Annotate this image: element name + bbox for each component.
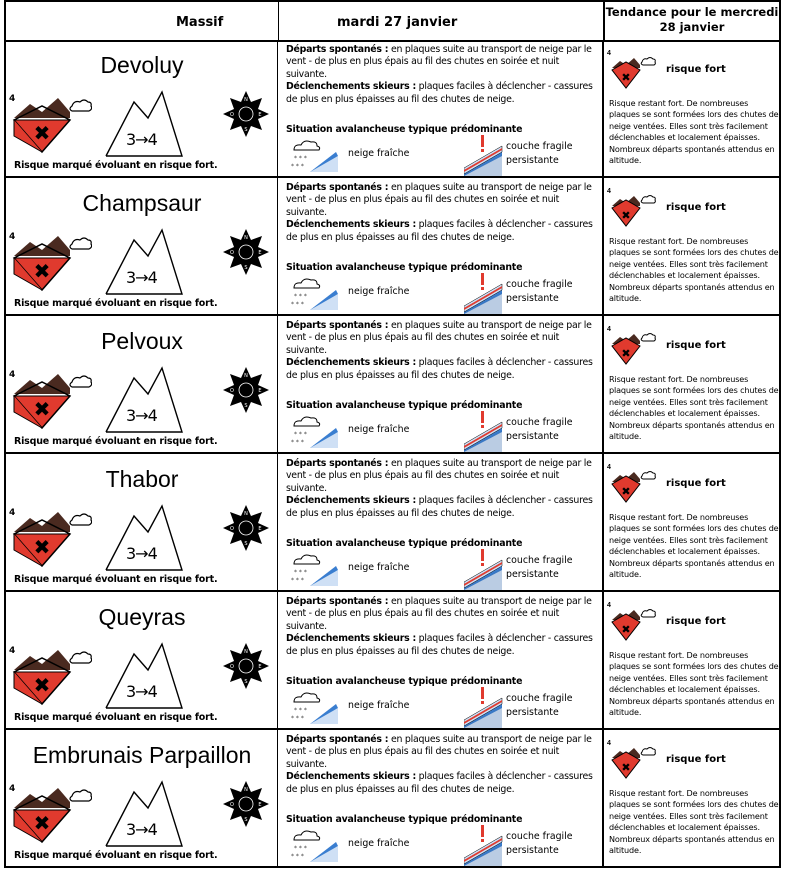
svg-text:✖: ✖ <box>33 673 51 697</box>
new-snow-label: neige fraîche <box>348 562 410 573</box>
weak-layer-label: couche fragile persistante <box>506 279 573 304</box>
altitude-risk-evolution: 3→4 <box>126 406 157 425</box>
trend-cell <box>602 454 779 590</box>
forecast-description <box>286 182 602 244</box>
skier-trigger-label: Déclenchements skieurs : <box>286 81 416 93</box>
svg-text:E: E <box>258 112 262 118</box>
bulletin-table <box>4 0 781 868</box>
forecast-description <box>286 596 602 658</box>
svg-text:* * *: * * * <box>291 853 304 860</box>
skier-trigger-label: Déclenchements skieurs : <box>286 771 416 783</box>
massif-cell <box>6 730 278 866</box>
forecast-cell <box>278 592 602 728</box>
trend-danger-icon <box>610 608 664 642</box>
weak-layer-label: couche fragile persistante <box>506 693 573 718</box>
skier-trigger-label: Déclenchements skieurs : <box>286 219 416 231</box>
svg-text:N: N <box>244 97 248 103</box>
exposure-rose-icon <box>222 504 270 552</box>
weak-layer-icon <box>464 824 504 866</box>
trend-risk-label: risque fort <box>666 64 726 75</box>
new-snow-label: neige fraîche <box>348 424 410 435</box>
skier-trigger-label: Déclenchements skieurs : <box>286 633 416 645</box>
massif-row <box>6 454 779 592</box>
weak-layer-icon <box>464 548 504 590</box>
svg-text:* * *: * * * <box>294 293 307 300</box>
massif-cell <box>6 178 278 314</box>
svg-text:S: S <box>244 403 248 409</box>
spontaneous-label: Départs spontanés : <box>286 44 389 55</box>
svg-text:✖: ✖ <box>33 121 51 145</box>
svg-text:N: N <box>244 649 248 655</box>
weak-layer-icon <box>464 272 504 314</box>
risk-rank-label: 4 <box>9 232 16 242</box>
svg-text:N: N <box>244 511 248 517</box>
skier-trigger-label: Déclenchements skieurs : <box>286 357 416 369</box>
svg-text:✖: ✖ <box>621 71 631 84</box>
altitude-risk-evolution: 3→4 <box>126 130 157 149</box>
new-snow-label: neige fraîche <box>348 838 410 849</box>
exposure-rose-icon <box>222 90 270 138</box>
risk-rank-label: 4 <box>9 94 16 104</box>
new-snow-icon <box>288 828 340 862</box>
svg-text:E: E <box>258 802 262 808</box>
skier-trigger-label: Déclenchements skieurs : <box>286 495 416 507</box>
forecast-description <box>286 44 602 106</box>
trend-description: Risque restant fort. De nombreuses plaques se sont formées lors des chutes de neige ventées. Elles sont très facilement déclenchables et localement épaisses. Nombreux départs spontanés attendus en altitude. <box>609 98 779 166</box>
new-snow-icon <box>288 414 340 448</box>
forecast-cell <box>278 454 602 590</box>
trend-risk-label: risque fort <box>666 616 726 627</box>
table-header <box>6 2 779 42</box>
svg-text:✖: ✖ <box>33 811 51 835</box>
spontaneous-label: Départs spontanés : <box>286 458 389 469</box>
trend-description: Risque restant fort. De nombreuses plaques se sont formées lors des chutes de neige ventées. Elles sont très facilement déclenchables et localement épaisses. Nombreux départs spontanés attendus en altitude. <box>609 374 779 442</box>
weak-layer-icon <box>464 134 504 176</box>
svg-text:* * *: * * * <box>291 301 304 308</box>
spontaneous-text: en plaques suite au transport de neige par le vent - de plus en plus épais au fil des chutes en soirée et nuit suivante. <box>286 596 592 632</box>
massif-name: Embrunais Parpaillon <box>32 742 252 768</box>
trend-cell <box>602 40 779 176</box>
massif-name: Devoluy <box>100 52 184 78</box>
trend-rank-label: 4 <box>607 326 611 333</box>
spontaneous-text: en plaques suite au transport de neige par le vent - de plus en plus épais au fil des chutes en soirée et nuit suivante. <box>286 734 592 770</box>
risk-summary: Risque marqué évoluant en risque fort. <box>14 160 218 171</box>
trend-risk-label: risque fort <box>666 478 726 489</box>
svg-text:E: E <box>258 526 262 532</box>
situation-title: Situation avalancheuse typique prédominante <box>286 538 523 549</box>
massif-name: Pelvoux <box>101 328 183 354</box>
header-massif-cell <box>6 2 276 40</box>
svg-text:* * *: * * * <box>291 577 304 584</box>
svg-text:* * *: * * * <box>294 569 307 576</box>
altitude-risk-evolution: 3→4 <box>126 268 157 287</box>
trend-description: Risque restant fort. De nombreuses plaques se sont formées lors des chutes de neige ventées. Elles sont très facilement déclenchables et localement épaisses. Nombreux départs spontanés attendus en altitude. <box>609 788 779 856</box>
trend-rank-label: 4 <box>607 188 611 195</box>
svg-text:O: O <box>230 526 234 532</box>
forecast-cell <box>278 40 602 176</box>
spontaneous-label: Départs spontanés : <box>286 596 389 607</box>
trend-description: Risque restant fort. De nombreuses plaques se sont formées lors des chutes de neige ventées. Elles sont très facilement déclenchables et localement épaisses. Nombreux départs spontanés attendus en altitude. <box>609 512 779 580</box>
svg-text:N: N <box>244 235 248 241</box>
svg-text:✖: ✖ <box>621 623 631 636</box>
forecast-cell <box>278 178 602 314</box>
svg-text:* * *: * * * <box>291 439 304 446</box>
trend-rank-label: 4 <box>607 740 611 747</box>
weak-layer-label: couche fragile persistante <box>506 417 573 442</box>
danger-level-icon <box>12 510 92 570</box>
situation-title: Situation avalancheuse typique prédominante <box>286 124 523 135</box>
risk-rank-label: 4 <box>9 370 16 380</box>
trend-cell <box>602 316 779 452</box>
svg-text:S: S <box>244 265 248 271</box>
spontaneous-text: en plaques suite au transport de neige par le vent - de plus en plus épais au fil des chutes en soirée et nuit suivante. <box>286 44 592 80</box>
svg-text:O: O <box>230 388 234 394</box>
weak-layer-icon <box>464 686 504 728</box>
forecast-description <box>286 734 602 796</box>
trend-risk-label: risque fort <box>666 340 726 351</box>
risk-summary: Risque marqué évoluant en risque fort. <box>14 298 218 309</box>
trend-description: Risque restant fort. De nombreuses plaques se sont formées lors des chutes de neige ventées. Elles sont très facilement déclenchables et localement épaisses. Nombreux départs spontanés attendus en altitude. <box>609 650 779 718</box>
massif-row <box>6 730 779 866</box>
risk-summary: Risque marqué évoluant en risque fort. <box>14 574 218 585</box>
svg-text:✖: ✖ <box>33 535 51 559</box>
massif-name: Queyras <box>98 604 186 630</box>
trend-rank-label: 4 <box>607 602 611 609</box>
spontaneous-text: en plaques suite au transport de neige par le vent - de plus en plus épais au fil des chutes en soirée et nuit suivante. <box>286 182 592 218</box>
massif-row <box>6 316 779 454</box>
svg-text:O: O <box>230 250 234 256</box>
svg-text:O: O <box>230 664 234 670</box>
altitude-risk-evolution: 3→4 <box>126 820 157 839</box>
weak-layer-label: couche fragile persistante <box>506 141 573 166</box>
danger-level-icon <box>12 648 92 708</box>
svg-text:* * *: * * * <box>294 431 307 438</box>
massif-row <box>6 592 779 730</box>
new-snow-icon <box>288 276 340 310</box>
massif-row <box>6 40 779 178</box>
svg-text:✖: ✖ <box>621 209 631 222</box>
svg-text:* * *: * * * <box>294 155 307 162</box>
svg-text:N: N <box>244 373 248 379</box>
trend-risk-label: risque fort <box>666 754 726 765</box>
svg-text:E: E <box>258 388 262 394</box>
trend-danger-icon <box>610 194 664 228</box>
danger-level-icon <box>12 96 92 156</box>
risk-summary: Risque marqué évoluant en risque fort. <box>14 850 218 861</box>
trend-danger-icon <box>610 746 664 780</box>
svg-text:* * *: * * * <box>291 715 304 722</box>
spontaneous-text: en plaques suite au transport de neige par le vent - de plus en plus épais au fil des chutes en soirée et nuit suivante. <box>286 320 592 356</box>
danger-level-icon <box>12 372 92 432</box>
massif-cell <box>6 316 278 452</box>
massif-cell <box>6 40 278 176</box>
risk-rank-label: 4 <box>9 784 16 794</box>
svg-text:S: S <box>244 541 248 547</box>
situation-title: Situation avalancheuse typique prédominante <box>286 400 523 411</box>
forecast-description <box>286 458 602 520</box>
massif-cell <box>6 454 278 590</box>
trend-cell <box>602 178 779 314</box>
svg-text:✖: ✖ <box>33 259 51 283</box>
altitude-risk-evolution: 3→4 <box>126 682 157 701</box>
new-snow-icon <box>288 552 340 586</box>
skier-trigger-text: plaques faciles à déclencher - cassures de plus en plus épaisses au fil des chutes de neige. <box>286 495 593 519</box>
svg-text:O: O <box>230 112 234 118</box>
trend-cell <box>602 592 779 728</box>
massif-name: Champsaur <box>82 190 202 216</box>
risk-rank-label: 4 <box>9 646 16 656</box>
situation-title: Situation avalancheuse typique prédominante <box>286 814 523 825</box>
svg-text:S: S <box>244 679 248 685</box>
situation-title: Situation avalancheuse typique prédominante <box>286 262 523 273</box>
svg-text:E: E <box>258 250 262 256</box>
trend-description: Risque restant fort. De nombreuses plaques se sont formées lors des chutes de neige ventées. Elles sont très facilement déclenchables et localement épaisses. Nombreux départs spontanés attendus en altitude. <box>609 236 779 304</box>
svg-text:* * *: * * * <box>294 845 307 852</box>
danger-level-icon <box>12 786 92 846</box>
exposure-rose-icon <box>222 366 270 414</box>
new-snow-label: neige fraîche <box>348 700 410 711</box>
trend-danger-icon <box>610 56 664 90</box>
header-massif-label: Massif <box>176 15 224 30</box>
svg-text:✖: ✖ <box>621 347 631 360</box>
header-date-label: mardi 27 janvier <box>337 15 458 30</box>
massif-name: Thabor <box>105 466 179 492</box>
exposure-rose-icon <box>222 780 270 828</box>
trend-rank-label: 4 <box>607 464 611 471</box>
trend-danger-icon <box>610 332 664 366</box>
danger-level-icon <box>12 234 92 294</box>
risk-summary: Risque marqué évoluant en risque fort. <box>14 712 218 723</box>
spontaneous-label: Départs spontanés : <box>286 182 389 193</box>
svg-text:✖: ✖ <box>621 761 631 774</box>
massif-cell <box>6 592 278 728</box>
trend-rank-label: 4 <box>607 50 611 57</box>
forecast-cell <box>278 730 602 866</box>
svg-text:E: E <box>258 664 262 670</box>
svg-text:N: N <box>244 787 248 793</box>
new-snow-label: neige fraîche <box>348 286 410 297</box>
weak-layer-icon <box>464 410 504 452</box>
trend-danger-icon <box>610 470 664 504</box>
risk-rank-label: 4 <box>9 508 16 518</box>
skier-trigger-text: plaques faciles à déclencher - cassures de plus en plus épaisses au fil des chutes de neige. <box>286 771 593 795</box>
header-date-cell <box>278 2 603 40</box>
skier-trigger-text: plaques faciles à déclencher - cassures de plus en plus épaisses au fil des chutes de neige. <box>286 81 593 105</box>
trend-risk-label: risque fort <box>666 202 726 213</box>
exposure-rose-icon <box>222 228 270 276</box>
spontaneous-label: Départs spontanés : <box>286 320 389 331</box>
weak-layer-label: couche fragile persistante <box>506 831 573 856</box>
svg-text:* * *: * * * <box>294 707 307 714</box>
skier-trigger-text: plaques faciles à déclencher - cassures de plus en plus épaisses au fil des chutes de neige. <box>286 219 593 243</box>
new-snow-icon <box>288 138 340 172</box>
trend-cell <box>602 730 779 866</box>
new-snow-label: neige fraîche <box>348 148 410 159</box>
altitude-risk-evolution: 3→4 <box>126 544 157 563</box>
new-snow-icon <box>288 690 340 724</box>
spontaneous-text: en plaques suite au transport de neige par le vent - de plus en plus épais au fil des chutes en soirée et nuit suivante. <box>286 458 592 494</box>
svg-text:* * *: * * * <box>291 163 304 170</box>
spontaneous-label: Départs spontanés : <box>286 734 389 745</box>
forecast-cell <box>278 316 602 452</box>
svg-text:S: S <box>244 817 248 823</box>
forecast-description <box>286 320 602 382</box>
exposure-rose-icon <box>222 642 270 690</box>
header-trend-label: Tendance pour le mercredi 28 janvier <box>603 2 779 40</box>
risk-summary: Risque marqué évoluant en risque fort. <box>14 436 218 447</box>
massif-row <box>6 178 779 316</box>
situation-title: Situation avalancheuse typique prédominante <box>286 676 523 687</box>
skier-trigger-text: plaques faciles à déclencher - cassures de plus en plus épaisses au fil des chutes de neige. <box>286 357 593 381</box>
svg-text:✖: ✖ <box>33 397 51 421</box>
svg-text:O: O <box>230 802 234 808</box>
svg-text:S: S <box>244 127 248 133</box>
weak-layer-label: couche fragile persistante <box>506 555 573 580</box>
skier-trigger-text: plaques faciles à déclencher - cassures de plus en plus épaisses au fil des chutes de neige. <box>286 633 593 657</box>
svg-text:✖: ✖ <box>621 485 631 498</box>
